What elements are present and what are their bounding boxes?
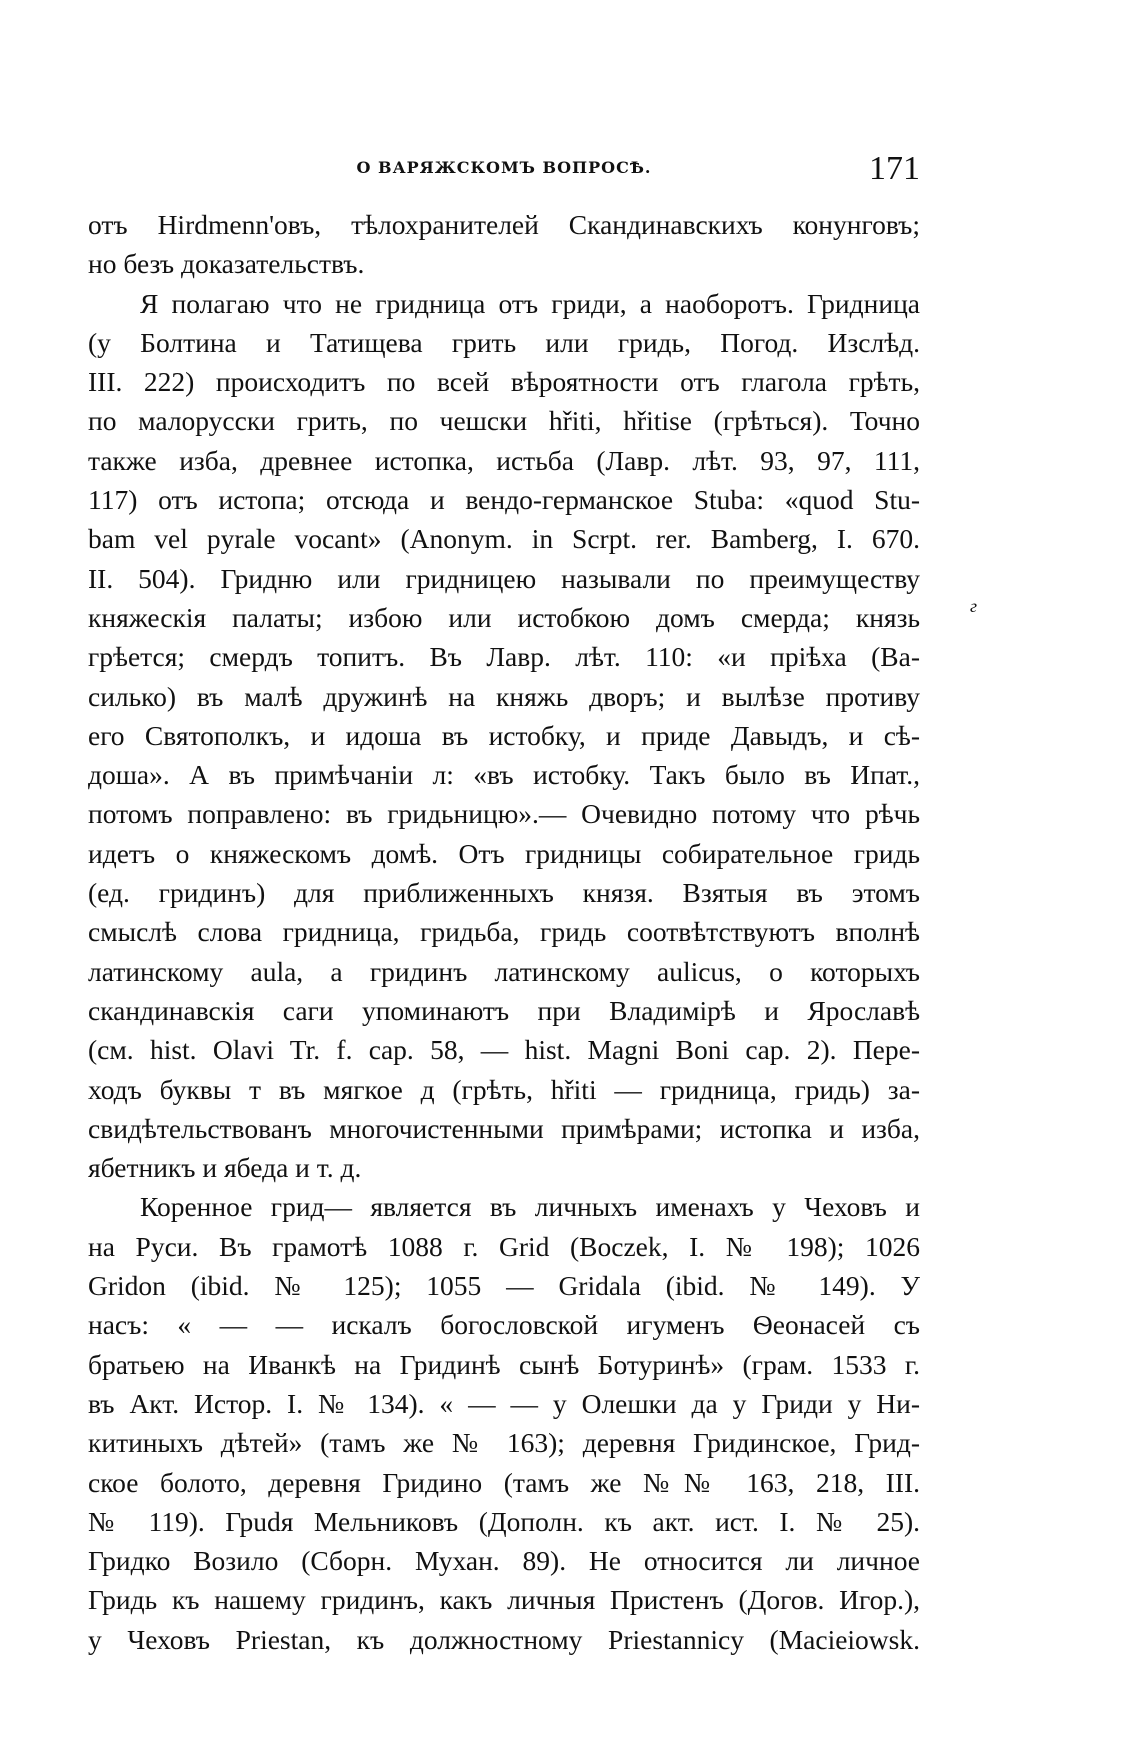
text-line: отъ Hirdmenn'овъ, тѣлохранителей Скандинавскихъ конунговъ; [88, 209, 920, 240]
text-line: у Чеховъ Priestan, къ должностному Priestannicy (Macieiowsk. [88, 1623, 920, 1655]
text-line: смыслѣ слова гридница, гридьба, гридь соотвѣтствуютъ вполнѣ [88, 916, 920, 948]
page-header [88, 150, 920, 190]
running-title: О ВАРЯЖСКОМЪ ВОПРОСѢ. [356, 158, 652, 177]
text-line: ходъ буквы т въ мягкое д (грѣть, hřiti — гридница, гридь) за- [88, 1073, 920, 1105]
text-line: II. 504). Гридню или гридницею называли по преимуществу [88, 562, 920, 594]
text-line: идетъ о княжескомъ домѣ. Отъ гридницы собирательное гридь [88, 837, 920, 869]
text-line: (ед. гридинъ) для приближенныхъ князя. Взятыя въ этомъ [88, 877, 920, 909]
text-line: его Святополкъ, и идоша въ истобку, и приде Давыдъ, и сѣ- [88, 719, 920, 751]
text-line: грѣется; смердъ топитъ. Въ Лавр. лѣт. 110: «и пріѣха (Ва- [88, 641, 920, 673]
text-line: (см. hist. Olavi Tr. f. cap. 58, — hist. Magni Boni cap. 2). Пере- [88, 1034, 920, 1066]
text-line: Коренное грид— является въ личныхъ именахъ у Чеховъ и [140, 1191, 920, 1223]
page-number: 171 [869, 150, 920, 187]
text-line: скандинавскія саги упоминаютъ при Владимірѣ и Ярославѣ [88, 994, 920, 1026]
text-line: свидѣтельствованъ многочистенными примѣрами; истопка и изба, [88, 1112, 920, 1144]
text-line: силько) въ малѣ дружинѣ на княжь дворъ; и вылѣзе противу [88, 680, 920, 712]
text-line: ябетникъ и ябеда и т. д. [88, 1152, 362, 1184]
text-line: но безъ доказательствъ. [88, 248, 365, 280]
text-line: въ Акт. Истор. I. № 134). « — — у Олешки да у Гриди у Ни- [88, 1387, 920, 1419]
text-line: № 119). Грudя Мельниковъ (Дополн. къ акт. ист. I. № 25). [88, 1505, 920, 1537]
text-line: Я полагаю что не гридница отъ гриди, а наоборотъ. Гридница [140, 287, 920, 319]
text-line: (у Болтина и Татищева грить или гридь, Погод. Изслѣд. [88, 326, 920, 358]
text-line: Гридь къ нашему гридинъ, какъ личныя Пристенъ (Догов. Игор.), [88, 1584, 920, 1616]
text-line: княжескія палаты; избою или истобкою домъ смерда; князь [88, 601, 920, 633]
margin-mark: г [970, 596, 978, 616]
text-line: Gridon (ibid. № 125); 1055 — Gridala (ibid. № 149). У [88, 1270, 920, 1302]
text-line: братьею на Иванкѣ на Гридинѣ сынѣ Ботуринѣ» (грам. 1533 г. [88, 1348, 920, 1380]
text-line: также изба, древнее истопка, истьба (Лавр. лѣт. 93, 97, 111, [88, 444, 920, 476]
text-line: насъ: « — — искалъ богословской игуменъ Ѳеонасей съ [88, 1309, 920, 1341]
text-line: III. 222) происходитъ по всей вѣроятности отъ глагола грѣть, [88, 366, 920, 398]
text-line: потомъ поправлено: въ гридьницю».— Очевидно потому что рѣчь [88, 798, 920, 830]
body-text [88, 205, 920, 1659]
text-line: на Руси. Въ грамотѣ 1088 г. Grid (Boczek, I. № 198); 1026 [88, 1230, 920, 1262]
text-line: латинскому aula, а гридинъ латинскому aulicus, о которыхъ [88, 955, 920, 987]
text-line: ское болото, деревня Гридино (тамъ же №№ 163, 218, III. [88, 1466, 920, 1498]
text-line: 117) отъ истопа; отсюда и вендо-германское Stuba: «quod Stu- [88, 484, 920, 516]
text-line: по малорусски грить, по чешски hřiti, hřitise (грѣться). Точно [88, 405, 920, 437]
text-line: доша». А въ примѣчаніи л: «въ истобку. Такъ было въ Ипат., [88, 759, 920, 791]
text-line: Гридко Возило (Сборн. Мухан. 89). Не относится ли личное [88, 1545, 920, 1577]
text-line: китиныхъ дѣтей» (тамъ же № 163); деревня Гридинское, Грид- [88, 1427, 920, 1459]
text-line: bam vel pyrale vocant» (Anonym. in Scrpt. rer. Bamberg, I. 670. [88, 523, 920, 555]
